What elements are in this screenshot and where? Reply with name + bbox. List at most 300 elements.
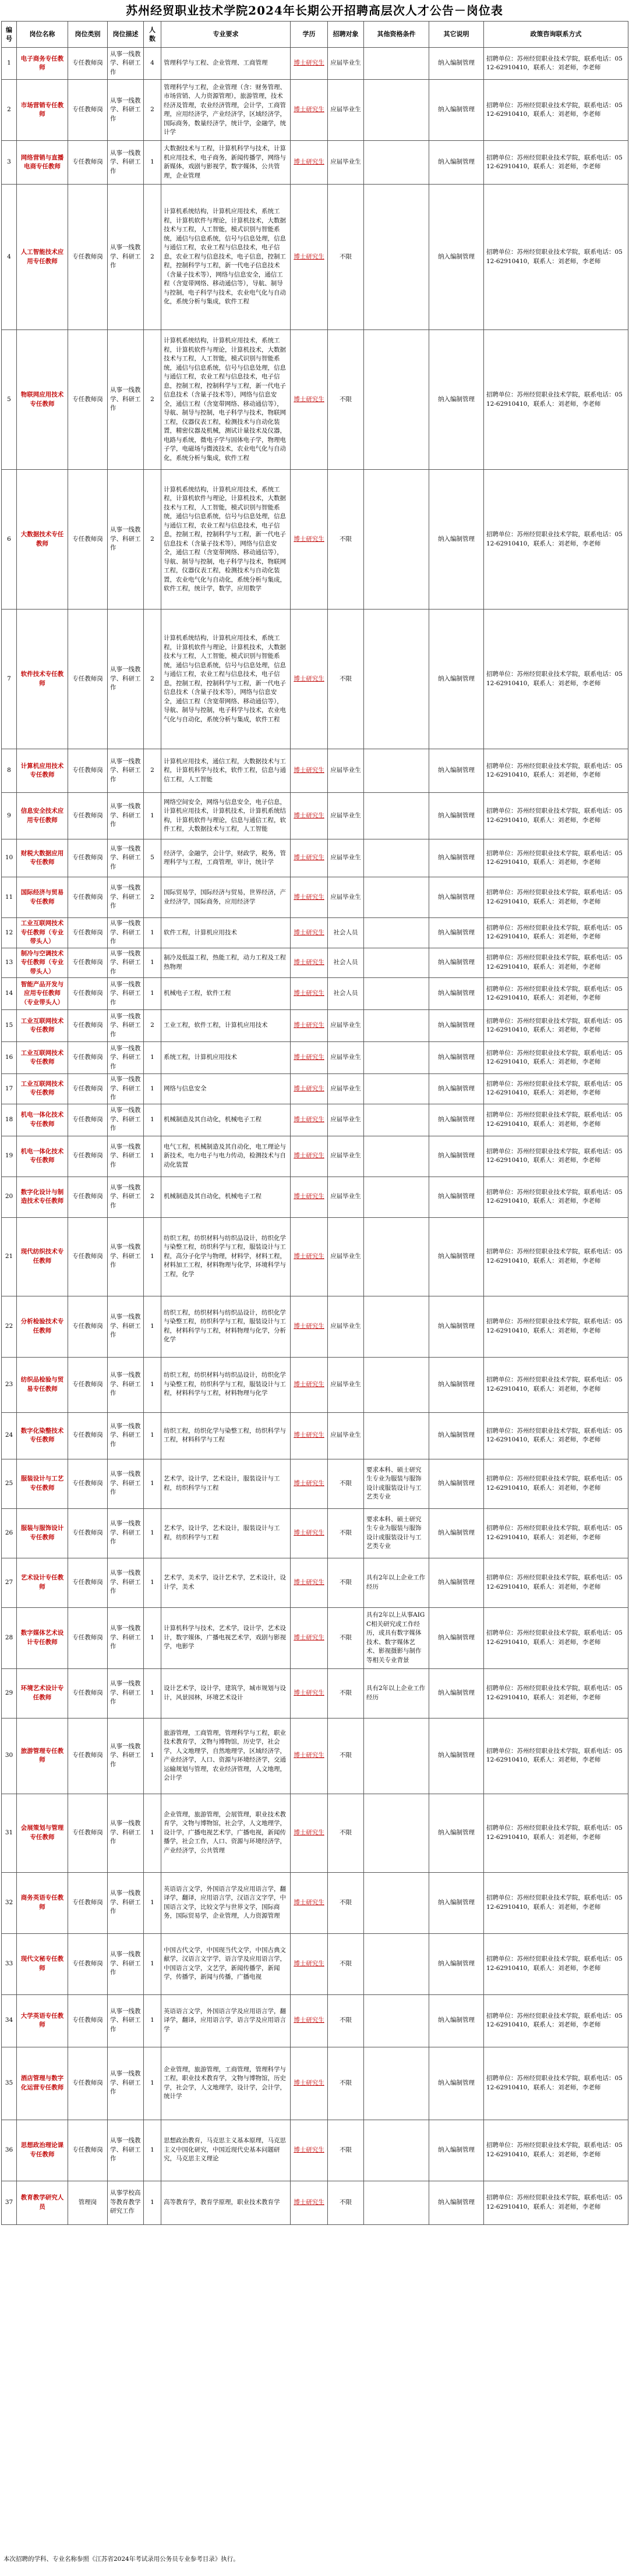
category-cell: 专任教师岗 — [68, 1074, 108, 1104]
education-link: 博士研究生 — [294, 2079, 324, 2086]
num-cell: 20 — [2, 1177, 17, 1217]
table-row — [2, 141, 628, 185]
education-link: 博士研究生 — [294, 1054, 324, 1061]
contact-cell: 招聘单位：苏州经贸职业技术学院，联系电话：0512-62910410，联系人：刘老师，李老师 — [484, 948, 628, 978]
num-cell: 13 — [2, 948, 17, 978]
contact-cell: 招聘单位：苏州经贸职业技术学院，联系电话：0512-62910410，联系人：刘老师，李老师 — [484, 330, 628, 470]
contact-cell: 招聘单位：苏州经贸职业技术学院，联系电话：0512-62910410，联系人：刘老师，李老师 — [484, 610, 628, 749]
note-cell: 纳入编制管理 — [429, 48, 484, 80]
target-cell: 应届毕业生 — [328, 1042, 364, 1074]
header-cell: 人数 — [144, 22, 161, 48]
target-cell: 不限 — [328, 330, 364, 470]
note-cell: 纳入编制管理 — [429, 141, 484, 185]
table-row — [2, 1136, 628, 1177]
table-row — [2, 2181, 628, 2224]
table-row — [2, 610, 628, 749]
count-cell: 1 — [144, 1412, 161, 1459]
major-cell: 企业管理，旅游管理，会展管理，职业技术教育学，文物与博物馆，社会学，人文地理学，设计学，广播电视艺术学，广播电视，新闻传播学，社会工作，人口、资源与环境经济学，产业经济学，公共管理 — [161, 1794, 291, 1872]
table-row — [2, 1296, 628, 1357]
category-cell: 专任教师岗 — [68, 1933, 108, 1994]
num-cell: 22 — [2, 1296, 17, 1357]
contact-cell: 招聘单位：苏州经贸职业技术学院，联系电话：0512-62910410，联系人：刘老师，李老师 — [484, 1010, 628, 1042]
position-name-cell: 大数据技术专任教师 — [17, 470, 68, 610]
position-name-cell: 现代纺织技术专任教师 — [17, 1217, 68, 1296]
category-cell: 专任教师岗 — [68, 1217, 108, 1296]
description-cell: 从事一线教学、科研工作 — [108, 1994, 144, 2047]
contact-cell: 招聘单位：苏州经贸职业技术学院，联系电话：0512-62910410，联系人：刘老师，李老师 — [484, 141, 628, 185]
count-cell: 1 — [144, 1872, 161, 1933]
note-cell: 纳入编制管理 — [429, 1794, 484, 1872]
education-link: 博士研究生 — [294, 253, 324, 260]
position-name-cell: 工业互联网技术专任教师 — [17, 1042, 68, 1074]
category-cell: 专任教师岗 — [68, 1668, 108, 1718]
education-cell — [291, 1136, 328, 1177]
contact-cell: 招聘单位：苏州经贸职业技术学院，联系电话：0512-62910410，联系人：刘老师，李老师 — [484, 1459, 628, 1508]
position-name-cell: 市场营销专任教师 — [17, 80, 68, 141]
qualification-cell — [364, 2181, 429, 2224]
qualification-cell — [364, 1217, 429, 1296]
table-row — [2, 978, 628, 1010]
note-cell: 纳入编制管理 — [429, 1994, 484, 2047]
note-cell: 纳入编制管理 — [429, 1459, 484, 1508]
education-cell — [291, 1296, 328, 1357]
num-cell: 9 — [2, 793, 17, 839]
note-cell: 纳入编制管理 — [429, 330, 484, 470]
description-cell: 从事一线教学、科研工作 — [108, 1607, 144, 1668]
table-row — [2, 1994, 628, 2047]
target-cell: 不限 — [328, 2047, 364, 2120]
category-cell: 专任教师岗 — [68, 141, 108, 185]
note-cell: 纳入编制管理 — [429, 1668, 484, 1718]
note-cell: 纳入编制管理 — [429, 1217, 484, 1296]
contact-cell: 招聘单位：苏州经贸职业技术学院，联系电话：0512-62910410，联系人：刘老师，李老师 — [484, 1794, 628, 1872]
table-header-row — [2, 22, 628, 48]
category-cell: 专任教师岗 — [68, 48, 108, 80]
education-link: 博士研究生 — [294, 106, 324, 114]
table-row — [2, 877, 628, 918]
table-row — [2, 185, 628, 330]
position-name-cell: 机电一体化技术专任教师 — [17, 1104, 68, 1136]
note-cell: 纳入编制管理 — [429, 1104, 484, 1136]
major-cell: 计算机系统结构，计算机应用技术，系统工程，计算机软件与理论，计算机技术，大数据技术与工程，人工智能，模式识别与智能系统，通信与信息系统，信号与信息处理，信息与通信工程，农业工程与信息技术，电子信息，控制工程，控制科学与工程，新一代电子信息技术（含量子技术等），网络与信息安全，通信工程（含宽带网络、移动通信等），导航、制导与控制，电子科学与技术，物联网工程，仪器仪表工程，检测技术与自动化装置，农业电气化与自动化，系统分析与集成，软件工程，统计学，数学，应用数学 — [161, 470, 291, 610]
category-cell: 专任教师岗 — [68, 1607, 108, 1668]
target-cell: 应届毕业生 — [328, 1104, 364, 1136]
table-row — [2, 1558, 628, 1607]
note-cell: 纳入编制管理 — [429, 877, 484, 918]
qualification-cell — [364, 1933, 429, 1994]
description-cell: 从事一线教学、科研工作 — [108, 877, 144, 918]
contact-cell: 招聘单位：苏州经贸职业技术学院，联系电话：0512-62910410，联系人：刘老师，李老师 — [484, 185, 628, 330]
count-cell: 1 — [144, 948, 161, 978]
qualification-cell — [364, 1794, 429, 1872]
header-cell: 政策咨询联系方式 — [484, 22, 628, 48]
contact-cell: 招聘单位：苏州经贸职业技术学院，联系电话：0512-62910410，联系人：刘老师，李老师 — [484, 1412, 628, 1459]
position-name-cell: 财税大数据应用专任教师 — [17, 839, 68, 877]
description-cell: 从事一线教学、科研工作 — [108, 1042, 144, 1074]
position-name-cell: 人工智能技术应用专任教师 — [17, 185, 68, 330]
major-cell: 机械制造及其自动化，机械电子工程 — [161, 1104, 291, 1136]
table-row — [2, 2120, 628, 2181]
education-cell — [291, 185, 328, 330]
major-cell: 机械电子工程，软件工程 — [161, 978, 291, 1010]
table-row — [2, 1357, 628, 1412]
note-cell: 纳入编制管理 — [429, 1508, 484, 1558]
note-cell: 纳入编制管理 — [429, 1357, 484, 1412]
category-cell: 专任教师岗 — [68, 877, 108, 918]
category-cell: 专任教师岗 — [68, 610, 108, 749]
contact-cell: 招聘单位：苏州经贸职业技术学院，联系电话：0512-62910410，联系人：刘老师，李老师 — [484, 1042, 628, 1074]
education-cell — [291, 1718, 328, 1794]
education-cell — [291, 48, 328, 80]
count-cell: 1 — [144, 1558, 161, 1607]
num-cell: 26 — [2, 1508, 17, 1558]
position-name-cell: 计算机应用技术专任教师 — [17, 749, 68, 793]
target-cell: 应届毕业生 — [328, 141, 364, 185]
note-cell: 纳入编制管理 — [429, 1872, 484, 1933]
num-cell: 32 — [2, 1872, 17, 1933]
education-cell — [291, 1668, 328, 1718]
target-cell: 应届毕业生 — [328, 1136, 364, 1177]
target-cell: 不限 — [328, 1607, 364, 1668]
education-cell — [291, 1074, 328, 1104]
contact-cell: 招聘单位：苏州经贸职业技术学院，联系电话：0512-62910410，联系人：刘老师，李老师 — [484, 470, 628, 610]
num-cell: 28 — [2, 1607, 17, 1668]
count-cell: 1 — [144, 1104, 161, 1136]
header-cell: 招聘对象 — [328, 22, 364, 48]
num-cell: 33 — [2, 1933, 17, 1994]
major-cell: 设计艺术学，设计学，建筑学，城市规划与设计，风景园林，环境艺术设计 — [161, 1668, 291, 1718]
count-cell: 1 — [144, 1459, 161, 1508]
qualification-cell — [364, 2120, 429, 2181]
category-cell: 专任教师岗 — [68, 749, 108, 793]
target-cell: 不限 — [328, 1459, 364, 1508]
position-name-cell: 纺织品检验与贸易专任教师 — [17, 1357, 68, 1412]
education-link: 博士研究生 — [294, 929, 324, 936]
education-cell — [291, 1794, 328, 1872]
target-cell: 应届毕业生 — [328, 749, 364, 793]
num-cell: 25 — [2, 1459, 17, 1508]
education-link: 博士研究生 — [294, 1578, 324, 1586]
education-link: 博士研究生 — [294, 990, 324, 997]
category-cell: 专任教师岗 — [68, 1412, 108, 1459]
note-cell: 纳入编制管理 — [429, 978, 484, 1010]
count-cell: 1 — [144, 2120, 161, 2181]
education-link: 博士研究生 — [294, 158, 324, 166]
num-cell: 19 — [2, 1136, 17, 1177]
education-link: 博士研究生 — [294, 959, 324, 966]
description-cell: 从事一线教学、科研工作 — [108, 1412, 144, 1459]
count-cell: 2 — [144, 1010, 161, 1042]
education-link: 博士研究生 — [294, 1085, 324, 1092]
table-row — [2, 1074, 628, 1104]
education-cell — [291, 948, 328, 978]
education-cell — [291, 1042, 328, 1074]
count-cell: 2 — [144, 330, 161, 470]
major-cell: 工业工程，软件工程，计算机应用技术 — [161, 1010, 291, 1042]
table-row — [2, 1872, 628, 1933]
education-cell — [291, 1508, 328, 1558]
description-cell: 从事一线教学、科研工作 — [108, 610, 144, 749]
target-cell: 应届毕业生 — [328, 839, 364, 877]
qualification-cell — [364, 1074, 429, 1104]
education-cell — [291, 2120, 328, 2181]
category-cell: 专任教师岗 — [68, 1136, 108, 1177]
positions-table — [1, 21, 628, 2225]
table-row — [2, 1668, 628, 1718]
description-cell: 从事一线教学、科研工作 — [108, 1217, 144, 1296]
education-link: 博士研究生 — [294, 1479, 324, 1487]
table-row — [2, 470, 628, 610]
target-cell: 应届毕业生 — [328, 1177, 364, 1217]
count-cell: 2 — [144, 470, 161, 610]
num-cell: 30 — [2, 1718, 17, 1794]
qualification-cell: 具有2年以上从事AIGC相关研究或工作经历，或具有数字媒体技术、数字媒体艺术、影视摄影与制作等相关专业背景 — [364, 1607, 429, 1668]
table-row — [2, 948, 628, 978]
qualification-cell — [364, 1296, 429, 1357]
major-cell: 国际贸易学，国际经济与贸易，世界经济，产业经济学，国际商务，应用经济学 — [161, 877, 291, 918]
major-cell: 计算机应用技术，通信工程，大数据技术与工程，计算机科学与技术，软件工程，信息与通信工程，人工智能 — [161, 749, 291, 793]
category-cell: 专任教师岗 — [68, 470, 108, 610]
contact-cell: 招聘单位：苏州经贸职业技术学院，联系电话：0512-62910410，联系人：刘老师，李老师 — [484, 1872, 628, 1933]
num-cell: 35 — [2, 2047, 17, 2120]
target-cell: 应届毕业生 — [328, 80, 364, 141]
contact-cell: 招聘单位：苏州经贸职业技术学院，联系电话：0512-62910410，联系人：刘老师，李老师 — [484, 80, 628, 141]
table-row — [2, 1104, 628, 1136]
qualification-cell — [364, 1872, 429, 1933]
contact-cell: 招聘单位：苏州经贸职业技术学院，联系电话：0512-62910410，联系人：刘老师，李老师 — [484, 2181, 628, 2224]
category-cell: 专任教师岗 — [68, 330, 108, 470]
position-name-cell: 环境艺术设计专任教师 — [17, 1668, 68, 1718]
table-row — [2, 1010, 628, 1042]
table-row — [2, 793, 628, 839]
major-cell: 网络与信息安全 — [161, 1074, 291, 1104]
education-cell — [291, 2181, 328, 2224]
education-cell — [291, 918, 328, 948]
major-cell: 艺术学，设计学，艺术设计，服装设计与工程，纺织科学与工程 — [161, 1459, 291, 1508]
description-cell: 从事一线教学、科研工作 — [108, 793, 144, 839]
major-cell: 纺织工程，纺织材料与纺织品设计，纺织化学与染整工程，纺织科学与工程，服装设计与工程，高分子化学与物理，材料学，材料工程，材料加工工程，材料物理与化学，环境科学与工程，化学 — [161, 1217, 291, 1296]
contact-cell: 招聘单位：苏州经贸职业技术学院，联系电话：0512-62910410，联系人：刘老师，李老师 — [484, 793, 628, 839]
target-cell: 不限 — [328, 185, 364, 330]
description-cell: 从事学校高等教育教学研究工作 — [108, 2181, 144, 2224]
num-cell: 8 — [2, 749, 17, 793]
education-link: 博士研究生 — [294, 1431, 324, 1439]
note-cell: 纳入编制管理 — [429, 80, 484, 141]
category-cell: 专任教师岗 — [68, 2120, 108, 2181]
category-cell: 专任教师岗 — [68, 80, 108, 141]
num-cell: 34 — [2, 1994, 17, 2047]
major-cell: 电气工程，机械制造及其自动化，电工理论与新技术，电力电子与电力传动，检测技术与自动化装置 — [161, 1136, 291, 1177]
contact-cell: 招聘单位：苏州经贸职业技术学院，联系电话：0512-62910410，联系人：刘老师，李老师 — [484, 2047, 628, 2120]
education-link: 博士研究生 — [294, 1193, 324, 1200]
qualification-cell — [364, 330, 429, 470]
education-cell — [291, 330, 328, 470]
description-cell: 从事一线教学、科研工作 — [108, 839, 144, 877]
num-cell: 7 — [2, 610, 17, 749]
description-cell: 从事一线教学、科研工作 — [108, 80, 144, 141]
major-cell: 企业管理，旅游管理，工商管理，管理科学与工程，职业技术教育学，文物与博物馆，历史学，社会学，人文地理学，设计学，会计学，统计学 — [161, 2047, 291, 2120]
position-name-cell: 工业互联网技术专任教师 — [17, 1010, 68, 1042]
target-cell: 应届毕业生 — [328, 1357, 364, 1412]
num-cell: 37 — [2, 2181, 17, 2224]
count-cell: 2 — [144, 610, 161, 749]
education-cell — [291, 749, 328, 793]
note-cell: 纳入编制管理 — [429, 793, 484, 839]
category-cell: 专任教师岗 — [68, 793, 108, 839]
note-cell: 纳入编制管理 — [429, 1136, 484, 1177]
position-name-cell: 商务英语专任教师 — [17, 1872, 68, 1933]
qualification-cell — [364, 610, 429, 749]
category-cell: 专任教师岗 — [68, 1177, 108, 1217]
num-cell: 1 — [2, 48, 17, 80]
target-cell: 应届毕业生 — [328, 1010, 364, 1042]
description-cell: 从事一线教学、科研工作 — [108, 141, 144, 185]
position-name-cell: 数字媒体艺术设计专任教师 — [17, 1607, 68, 1668]
position-name-cell: 软件技术专任教师 — [17, 610, 68, 749]
major-cell: 纺织工程，纺织材料与纺织品设计，纺织化学与染整工程，纺织科学与工程，服装设计与工程，材料科学与工程，材料物理与化学 — [161, 1357, 291, 1412]
description-cell: 从事一线教学、科研工作 — [108, 1136, 144, 1177]
qualification-cell — [364, 1718, 429, 1794]
qualification-cell: 具有2年以上企业工作经历 — [364, 1668, 429, 1718]
education-link: 博士研究生 — [294, 1529, 324, 1536]
education-cell — [291, 141, 328, 185]
education-link: 博士研究生 — [294, 893, 324, 901]
table-row — [2, 839, 628, 877]
target-cell: 应届毕业生 — [328, 48, 364, 80]
position-name-cell: 智能产品开发与应用专任教师（专业带头人） — [17, 978, 68, 1010]
education-link: 博士研究生 — [294, 767, 324, 774]
position-name-cell: 会展策划与管理专任教师 — [17, 1794, 68, 1872]
major-cell: 纺织工程，纺织材料与纺织品设计，纺织化学与染整工程，纺织科学与工程，服装设计与工程，材料科学与工程，材料物理与化学，分析化学 — [161, 1296, 291, 1357]
category-cell: 专任教师岗 — [68, 1994, 108, 2047]
education-link: 博士研究生 — [294, 1634, 324, 1641]
education-cell — [291, 877, 328, 918]
note-cell: 纳入编制管理 — [429, 1718, 484, 1794]
num-cell: 18 — [2, 1104, 17, 1136]
category-cell: 专任教师岗 — [68, 1010, 108, 1042]
count-cell: 1 — [144, 1042, 161, 1074]
count-cell: 1 — [144, 1357, 161, 1412]
position-name-cell: 电子商务专任教师 — [17, 48, 68, 80]
contact-cell: 招聘单位：苏州经贸职业技术学院，联系电话：0512-62910410，联系人：刘老师，李老师 — [484, 1357, 628, 1412]
qualification-cell: 要求本科、硕士研究生专业为服装与服饰设计或服装设计与工艺类专业 — [364, 1459, 429, 1508]
position-name-cell: 工业互联网技术专任教师 — [17, 1074, 68, 1104]
table-row — [2, 749, 628, 793]
position-name-cell: 分析检验技术专任教师 — [17, 1296, 68, 1357]
major-cell: 艺术学，设计学，艺术设计，服装设计与工程，纺织科学与工程 — [161, 1508, 291, 1558]
description-cell: 从事一线教学、科研工作 — [108, 1933, 144, 1994]
target-cell: 不限 — [328, 1933, 364, 1994]
count-cell: 1 — [144, 1217, 161, 1296]
num-cell: 23 — [2, 1357, 17, 1412]
count-cell: 1 — [144, 918, 161, 948]
target-cell: 应届毕业生 — [328, 1074, 364, 1104]
footnote: 本次招聘的学科、专业名称参照《江苏省2024年考试录用公务员专业参考目录》执行。 — [3, 2556, 239, 2563]
table-row — [2, 1718, 628, 1794]
note-cell: 纳入编制管理 — [429, 1177, 484, 1217]
major-cell: 机械制造及其自动化，机械电子工程 — [161, 1177, 291, 1217]
category-cell: 专任教师岗 — [68, 978, 108, 1010]
major-cell: 管理科学与工程，企业管理（含：财务管理、市场营销、人力资源管理），旅游管理，技术经济及管理，农业经济管理，会计学，工商管理，应用经济学，产业经济学，区域经济学，国际商务，数量经济学，统计学，金融学，统计学 — [161, 80, 291, 141]
target-cell: 不限 — [328, 1872, 364, 1933]
contact-cell: 招聘单位：苏州经贸职业技术学院，联系电话：0512-62910410，联系人：刘老师，李老师 — [484, 1668, 628, 1718]
position-name-cell: 服装与服饰设计专任教师 — [17, 1508, 68, 1558]
table-row — [2, 48, 628, 80]
position-name-cell: 物联网应用技术专任教师 — [17, 330, 68, 470]
contact-cell: 招聘单位：苏州经贸职业技术学院，联系电话：0512-62910410，联系人：刘老师，李老师 — [484, 1508, 628, 1558]
major-cell: 英语语言文学，外国语言学及应用语言学，翻译学，翻译，应用语言学，语言学及应用语言学 — [161, 1994, 291, 2047]
education-link: 博士研究生 — [294, 1960, 324, 1967]
header-cell: 岗位名称 — [17, 22, 68, 48]
description-cell: 从事一线教学、科研工作 — [108, 1010, 144, 1042]
description-cell: 从事一线教学、科研工作 — [108, 470, 144, 610]
position-name-cell: 服装设计与工艺专任教师 — [17, 1459, 68, 1508]
table-row — [2, 1794, 628, 1872]
table-row — [2, 80, 628, 141]
major-cell: 高等教育学，教育学原理，职业技术教育学 — [161, 2181, 291, 2224]
major-cell: 系统工程，计算机应用技术 — [161, 1042, 291, 1074]
qualification-cell — [364, 1994, 429, 2047]
header-cell: 其它说明 — [429, 22, 484, 48]
table-row — [2, 1177, 628, 1217]
contact-cell: 招聘单位：苏州经贸职业技术学院，联系电话：0512-62910410，联系人：刘老师，李老师 — [484, 1177, 628, 1217]
category-cell: 专任教师岗 — [68, 185, 108, 330]
count-cell: 4 — [144, 48, 161, 80]
num-cell: 14 — [2, 978, 17, 1010]
contact-cell: 招聘单位：苏州经贸职业技术学院，联系电话：0512-62910410，联系人：刘老师，李老师 — [484, 1718, 628, 1794]
count-cell: 1 — [144, 1794, 161, 1872]
major-cell: 管理科学与工程、企业管理、工商管理 — [161, 48, 291, 80]
count-cell: 1 — [144, 1296, 161, 1357]
education-cell — [291, 978, 328, 1010]
education-cell — [291, 1177, 328, 1217]
table-row — [2, 1042, 628, 1074]
count-cell: 2 — [144, 749, 161, 793]
target-cell: 不限 — [328, 470, 364, 610]
description-cell: 从事一线教学、科研工作 — [108, 1357, 144, 1412]
table-row — [2, 1412, 628, 1459]
education-cell — [291, 1994, 328, 2047]
description-cell: 从事一线教学、科研工作 — [108, 1718, 144, 1794]
major-cell: 网络空间安全，网络与信息安全，电子信息，计算机应用技术，计算机技术，计算机系统结构，计算机软件与理论，信息与通信工程，软件工程，大数据技术与工程，人工智能 — [161, 793, 291, 839]
position-name-cell: 网络营销与直播电商专任教师 — [17, 141, 68, 185]
note-cell: 纳入编制管理 — [429, 1296, 484, 1357]
education-cell — [291, 2047, 328, 2120]
description-cell: 从事一线教学、科研工作 — [108, 749, 144, 793]
education-link: 博士研究生 — [294, 675, 324, 682]
category-cell: 专任教师岗 — [68, 2047, 108, 2120]
target-cell: 应届毕业生 — [328, 793, 364, 839]
count-cell: 2 — [144, 1177, 161, 1217]
note-cell: 纳入编制管理 — [429, 185, 484, 330]
major-cell: 纺织工程，纺织化学与染整工程，纺织科学与工程，材料科学与工程 — [161, 1412, 291, 1459]
qualification-cell — [364, 48, 429, 80]
table-row — [2, 918, 628, 948]
contact-cell: 招聘单位：苏州经贸职业技术学院，联系电话：0512-62910410，联系人：刘老师，李老师 — [484, 978, 628, 1010]
num-cell: 3 — [2, 141, 17, 185]
table-row — [2, 330, 628, 470]
num-cell: 27 — [2, 1558, 17, 1607]
education-link: 博士研究生 — [294, 1252, 324, 1260]
education-link: 博士研究生 — [294, 2198, 324, 2206]
major-cell: 艺术学，美术学，设计艺术学，艺术设计，设计学，美术 — [161, 1558, 291, 1607]
education-cell — [291, 1607, 328, 1668]
count-cell: 1 — [144, 1668, 161, 1718]
qualification-cell — [364, 1177, 429, 1217]
note-cell: 纳入编制管理 — [429, 1607, 484, 1668]
target-cell: 不限 — [328, 610, 364, 749]
description-cell: 从事一线教学、科研工作 — [108, 1459, 144, 1508]
